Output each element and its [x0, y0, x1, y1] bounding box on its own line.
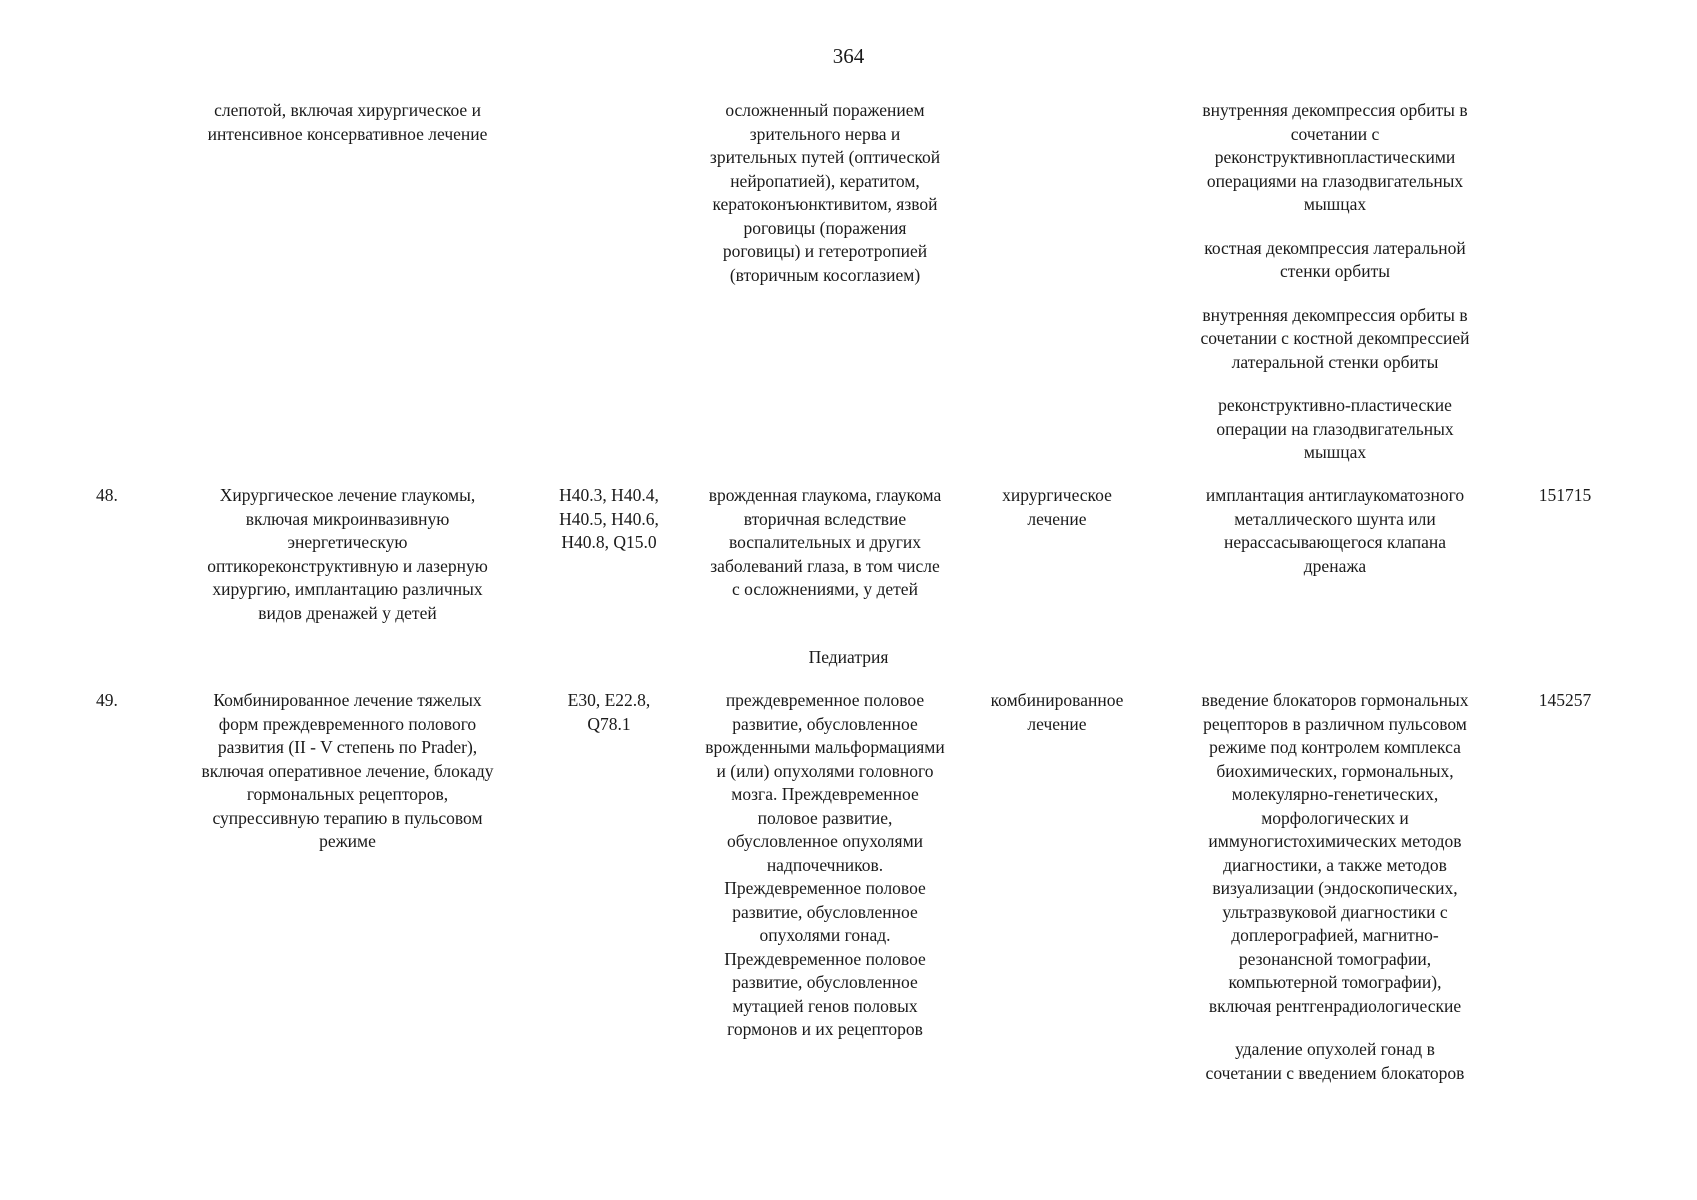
text-line: внутренняя декомпрессия орбиты в: [1202, 100, 1468, 120]
text-line: зрительного нерва и: [749, 123, 901, 144]
text-line: (вторичным косоглазием): [729, 264, 921, 285]
text-line: половое развитие,: [757, 807, 893, 828]
text-line: мутацией генов половых: [732, 995, 918, 1016]
text-line: включая рентгенрадиологические: [1208, 995, 1462, 1016]
row-48-name-cell: [165, 484, 530, 625]
text-line: операции на глазодвигательных: [1216, 418, 1454, 439]
text-line: заболеваний глаза, в том числе: [710, 555, 940, 576]
text-line: H40.5, H40.6,: [559, 508, 659, 529]
text-line: развитие, обусловленное: [732, 713, 918, 734]
method-paragraph: [1150, 304, 1520, 375]
text-line: интенсивное консервативное лечение: [207, 123, 488, 144]
text-line: гормональных рецепторов,: [246, 784, 449, 804]
page-number: 364: [832, 44, 865, 68]
text-line: роговицы) и гетеротропией: [722, 241, 928, 261]
text-line: форм преждевременного полового: [218, 713, 477, 734]
text-line: хирургию, имплантацию различных: [212, 579, 483, 599]
text-line: операциями на глазодвигательных: [1206, 170, 1464, 191]
row-49-cost: 145257: [1538, 690, 1592, 710]
text-line: H40.8, Q15.0: [561, 532, 657, 552]
text-line: компьютерной томографии),: [1228, 972, 1442, 992]
row-49-methods-cell: [1150, 689, 1520, 1085]
text-line: рецепторов в различном пульсовом: [1203, 713, 1467, 734]
text-line: включая микроинвазивную: [245, 508, 450, 529]
text-line: лечение: [1027, 713, 1087, 734]
text-line: ультразвуковой диагностики с: [1222, 901, 1448, 922]
text-line: морфологических и: [1261, 807, 1409, 828]
text-line: биохимических, гормональных,: [1216, 760, 1454, 781]
text-line: визуализации (эндоскопических,: [1212, 878, 1458, 898]
text-line: сочетании с: [1290, 123, 1380, 144]
text-line: зрительных путей (оптической: [709, 147, 941, 167]
text-line: Преждевременное половое: [724, 878, 926, 898]
text-line: включая оперативное лечение, блокаду: [201, 760, 494, 781]
section-title-pediatrics: Педиатрия: [808, 647, 889, 667]
text-line: реконструктивно-пластические: [1218, 395, 1452, 415]
continuation-model-cell: [680, 99, 970, 287]
text-line: воспалительных и других: [728, 532, 922, 552]
text-line: супрессивную терапию в пульсовом: [212, 807, 483, 828]
text-line: резонансной томографии,: [1238, 948, 1432, 969]
method-paragraph: [1150, 394, 1520, 465]
text-line: внутренняя декомпрессия орбиты в: [1202, 304, 1468, 325]
text-line: осложненный поражением: [725, 100, 925, 120]
text-line: развитие, обусловленное: [732, 901, 918, 922]
text-line: сочетании с введением блокаторов: [1205, 1062, 1465, 1083]
method-paragraph: [1150, 237, 1520, 284]
text-line: слепотой, включая хирургическое и: [214, 100, 481, 120]
text-line: лечение: [1027, 508, 1087, 529]
row-48-model-cell: [680, 484, 970, 602]
row-48-methods-cell: [1150, 484, 1520, 578]
text-line: удаление опухолей гонад в: [1235, 1039, 1435, 1059]
text-line: с осложнениями, у детей: [732, 579, 918, 599]
text-line: обусловленное опухолями: [726, 831, 924, 851]
text-line: реконструктивнопластическими: [1214, 147, 1456, 167]
text-line: врожденная глаукома, глаукома: [708, 485, 942, 505]
text-line: костная декомпрессия латеральной: [1204, 237, 1466, 258]
text-line: диагностики, а также методов: [1223, 854, 1447, 875]
text-line: опухолями гонад.: [759, 925, 891, 945]
text-line: видов дренажей у детей: [258, 602, 437, 623]
text-line: режиме: [319, 831, 376, 851]
continuation-methods-cell: [1150, 99, 1520, 465]
text-line: гормонов и их рецепторов: [727, 1019, 923, 1039]
text-line: вторичная вследствие: [743, 508, 907, 529]
text-line: Хирургическое лечение глаукомы,: [219, 485, 476, 505]
text-line: Комбинированное лечение тяжелых: [213, 690, 482, 710]
text-line: комбинированное: [990, 690, 1124, 710]
text-line: нейропатией), кератитом,: [730, 170, 920, 191]
text-line: латеральной стенки орбиты: [1231, 351, 1439, 372]
text-line: врожденными мальформациями: [705, 737, 945, 757]
row-49-type-cell: [972, 689, 1142, 736]
method-paragraph: [1150, 484, 1520, 578]
row-49-model-cell: [680, 689, 970, 1042]
text-line: E30, E22.8,: [567, 690, 651, 710]
row-48-number: 48.: [96, 485, 118, 505]
row-48-type-cell: [972, 484, 1142, 531]
text-line: кератоконъюнктивитом, язвой: [712, 194, 938, 214]
method-paragraph: [1150, 99, 1520, 217]
text-line: режиме под контролем комплекса: [1209, 737, 1461, 757]
text-line: имплантация антиглаукоматозного: [1205, 485, 1465, 505]
text-line: и (или) опухолями головного: [716, 760, 934, 781]
text-line: надпочечников.: [766, 854, 884, 875]
row-49-name-cell: [165, 689, 530, 854]
continuation-name-cell: [165, 99, 530, 146]
text-line: мозга. Преждевременное: [731, 784, 919, 804]
row-48-codes-cell: [540, 484, 678, 555]
row-49-codes-cell: [540, 689, 678, 736]
text-line: H40.3, H40.4,: [559, 485, 659, 505]
text-line: хирургическое: [1002, 485, 1112, 505]
text-line: энергетическую: [287, 532, 408, 552]
text-line: развития (II - V степень по Prader),: [217, 737, 478, 757]
text-line: иммуногистохимических методов: [1208, 831, 1462, 851]
text-line: Q78.1: [587, 713, 631, 734]
text-line: развитие, обусловленное: [732, 972, 918, 992]
method-paragraph: [1150, 1038, 1520, 1085]
text-line: преждевременное половое: [725, 690, 925, 710]
row-48-cost: 151715: [1538, 485, 1592, 505]
method-paragraph: [1150, 689, 1520, 1018]
text-line: мышцах: [1303, 442, 1367, 462]
text-line: сочетании с костной декомпрессией: [1200, 328, 1470, 348]
text-line: Преждевременное половое: [724, 948, 926, 969]
text-line: металлического шунта или: [1234, 508, 1436, 529]
text-line: молекулярно-генетических,: [1231, 784, 1439, 804]
text-line: роговицы (поражения: [743, 217, 907, 238]
text-line: стенки орбиты: [1280, 261, 1390, 281]
text-line: оптикореконструктивную и лазерную: [207, 555, 488, 576]
row-49-number: 49.: [96, 690, 118, 710]
text-line: дренажа: [1303, 555, 1367, 576]
text-line: доплерографией, магнитно-: [1231, 925, 1439, 945]
text-line: мышцах: [1303, 194, 1367, 214]
text-line: введение блокаторов гормональных: [1201, 690, 1469, 710]
text-line: нерассасывающегося клапана: [1224, 532, 1446, 552]
